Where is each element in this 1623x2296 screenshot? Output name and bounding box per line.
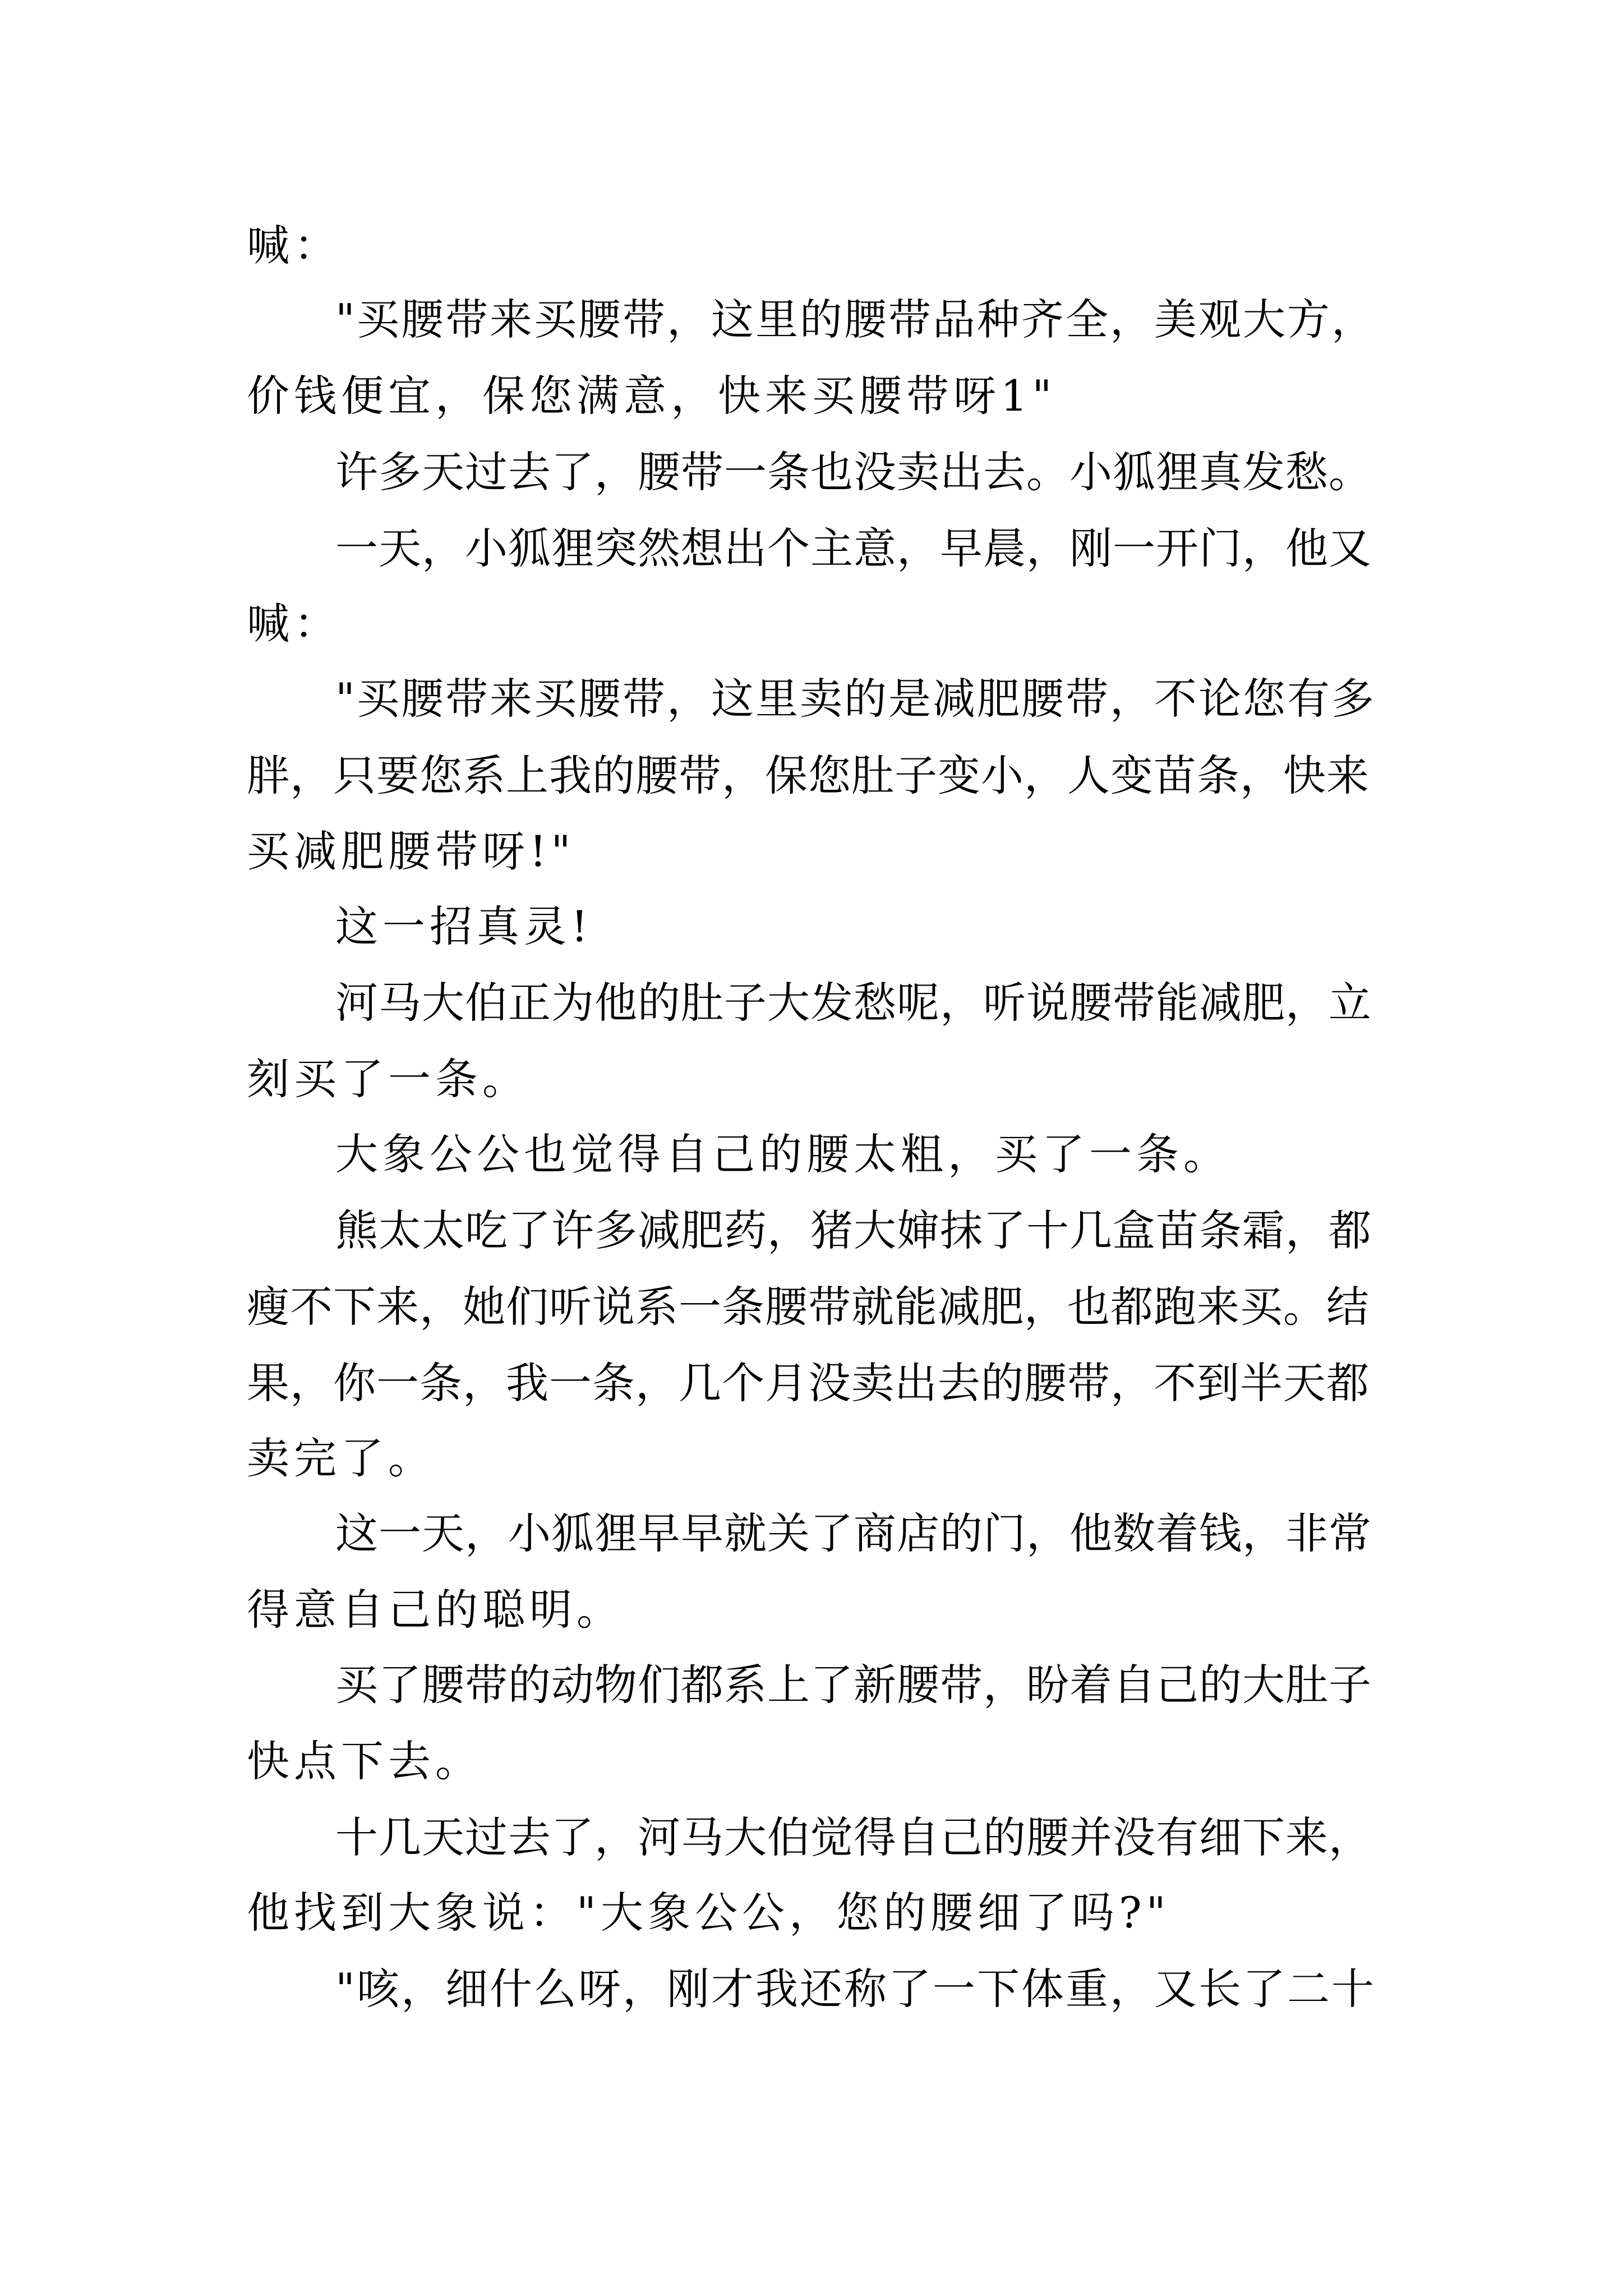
text-line: 十几天过去了，河马大伯觉得自己的腰并没有细下来， <box>335 1812 1372 1862</box>
text-line: 刻买了一条。 <box>247 1054 529 1104</box>
text-line: "咳，细什么呀，刚才我还称了一下体重，又长了二十 <box>335 1964 1376 2014</box>
text-line: 价钱便宜，保您满意，快来买腰带呀1" <box>247 371 1057 421</box>
text-line: 果，你一条，我一条，几个月没卖出去的腰带，不到半天都 <box>247 1358 1370 1408</box>
text-line: 一天，小狐狸突然想出个主意，早晨，刚一开门，他又 <box>335 523 1372 573</box>
text-line: 这一招真灵! <box>335 901 593 951</box>
text-line: 胖，只要您系上我的腰带，保您肚子变小，人变苗条，快来 <box>247 751 1370 800</box>
text-line: 熊太太吃了许多减肥药，猪大婶抹了十几盒苗条霜，都 <box>335 1205 1372 1255</box>
text-line: 喊： <box>247 220 341 270</box>
text-line: 喊： <box>247 599 341 648</box>
text-line: 买了腰带的动物们都系上了新腰带，盼着自己的大肚子 <box>335 1660 1372 1710</box>
text-line: 许多天过去了，腰带一条也没卖出去。小狐狸真发愁。 <box>335 447 1372 497</box>
text-line: "买腰带来买腰带，这里卖的是减肥腰带，不论您有多 <box>335 674 1376 724</box>
text-line: 卖完了。 <box>247 1433 435 1483</box>
text-line: 河马大伯正为他的肚子大发愁呢，听说腰带能减肥，立 <box>335 978 1372 1028</box>
text-line: 得意自己的聪明。 <box>247 1585 624 1635</box>
text-line: 他找到大象说："大象公公，您的腰细了吗?" <box>247 1888 1170 1938</box>
text-line: 瘦不下来，她们听说系一条腰带就能减肥，也都跑来买。结 <box>247 1282 1370 1332</box>
text-line: 这一天，小狐狸早早就关了商店的门，他数着钱，非常 <box>335 1508 1372 1558</box>
text-line: 买减肥腰带呀!" <box>247 826 575 876</box>
text-line: 快点下去。 <box>247 1736 482 1786</box>
text-line: 大象公公也觉得自己的腰太粗，买了一条。 <box>335 1129 1230 1179</box>
text-line: "买腰带来买腰带，这里的腰带品种齐全，美观大方， <box>335 295 1376 344</box>
